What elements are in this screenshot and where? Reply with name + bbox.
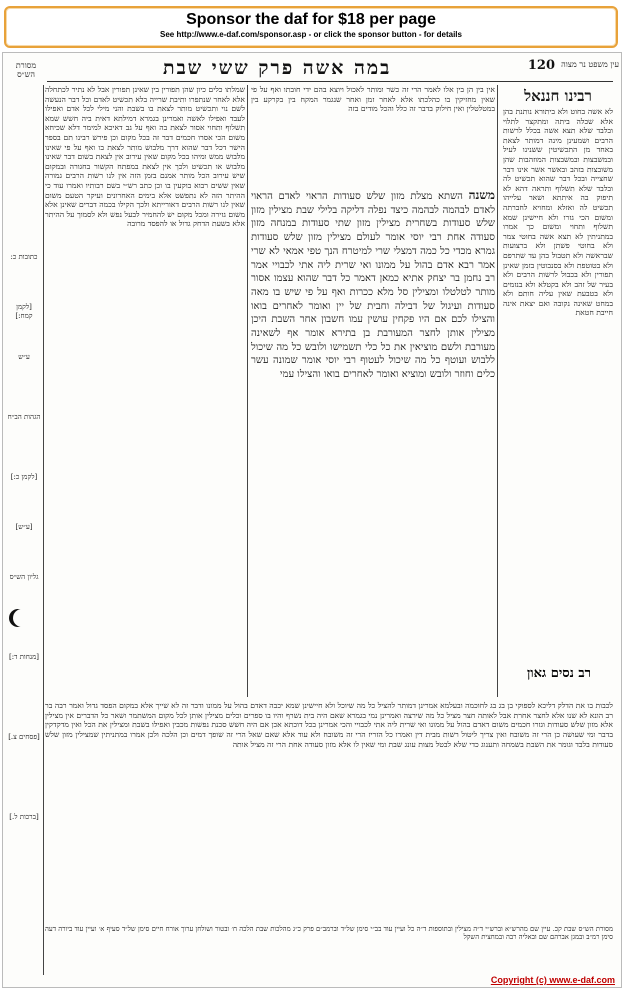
lower-commentary-text: לכבות בו את הדלק דליכא לספוקי בן בג בג לחוכמה ובעלמא אמרינן דמותר להציל כל מה שיוכל ולא חיישינן שמא יכבה דאדם בהול על ממונו ודבר זה לא שייך אלא במקום הפסד גדול ואמר רבה בר רב הונא לא שנו אלא לחצר אחרת אבל לאותה חצר מציל כל מה שירצה ואמרינן נמי בגמרא שאם היה בית נשרף והיו בו ספרים וכלים מצילין אותן לכל מקום המשתמר ושאר כל הדברים אין מצילין אלא מזון שלש סעודות וגזרו חכמים משום דאדם בהול על ממונו ואי שרית ליה אתי לכבויי והכי אמרינן בכל דוכתא אכן אם היה חשש סכנת נפשות מכבין ואפילו בשבת ומצילין את הכל ואין מדקדקין בדבר ומי שעושה כן הרי זה משובח ואין צריך ליטול רשות מבית דין ואמרו כל הזריז הרי זה משובח ולא עוד אלא שאם שאל הרי זה שופך דמים וכן הלכה ולכן אמרו במתניתין שמצילין מזון שלש סעודות בלבד וגומר את השבת בשמחה ותענוג כדי שלא לבטל מצות עונג שבת ומי שאין לו אלא מזון סעודה אחת הרי זה מציל אותה — [45, 701, 613, 749]
column-divider — [247, 85, 248, 697]
margin-note: ע״ש — [18, 353, 30, 361]
copyright-link[interactable]: Copyright (c) www.e-daf.com — [490, 975, 615, 985]
rashi-column — [503, 85, 613, 585]
mishna-marker: משנה — [468, 189, 495, 202]
margin-note: [לקמן קמח:] — [15, 303, 33, 320]
sponsor-banner[interactable] — [4, 6, 618, 48]
column-divider — [43, 85, 44, 975]
gemara-column — [251, 189, 495, 694]
running-title: במה אשה פרק ששי שבת — [163, 57, 392, 79]
crescent-moon-icon — [13, 609, 31, 627]
talmud-page — [2, 52, 622, 988]
tosafot-column — [45, 85, 245, 697]
footer-text: מסורת הש״ס שבת קכ. עיין שם מהרש״א וברש״י ד״ה מצילין ובתוספות ד״ה כל ועיין עוד בב״י סימן של״ד וברמב״ם פרק כ״ג מהלכות שבת הלכה ח׳ ובטור ושולחן ערוך אורח חיים סימן של״ד סעיף א׳ ועיין עוד ביורה דעה סימן רמ״ב ובמגן אברהם שם ובאליה רבה ובמחצית השקל — [45, 925, 613, 942]
ein-mishpat-label: עין משפט נר מצוה — [561, 60, 619, 69]
margin-note: [ברכות ל.] — [9, 813, 39, 821]
sponsor-subtitle[interactable]: See http://www.e-daf.com/sponsor.asp - or click the sponsor button - for details — [160, 30, 462, 39]
masoret-label: מסורת הש״ס — [15, 61, 37, 79]
rabbeinu-gaon-heading: רב נסים גאון — [526, 666, 592, 681]
margin-note: [מנחות ד:] — [8, 653, 40, 661]
margin-note: [ע״ש] — [15, 523, 33, 531]
margin-note: גליון הש״ס — [9, 573, 39, 581]
margin-note: [לקמן כ:] — [10, 473, 38, 481]
main-top-text: אין בין הן בין אלו לאמר הרי זה כשר ומותר לאכול ויוצא בהם ידי חובתו ואף על פי שאין מחזיקין בו כהלכתו אלא לאחר זמן ואחר שנגמר המקח בין בקרקע בין במטלטלין ואין חילוק בדבר זה כלל והכל מודים בזה — [251, 85, 495, 114]
header-rule — [47, 81, 613, 82]
page-number: 120 — [527, 58, 555, 73]
rashi-heading: רבינו חננאל — [524, 87, 592, 105]
margin-note: [פסחים צ.] — [8, 733, 40, 741]
main-top-commentary — [251, 85, 495, 185]
tosafot-text: שמלתו כלים כיון שהן תפורין בין שאינן תפורין אבל לא נתיר לכתחלה אלא לאחר שנתפרו ותיבת שרייה בלא תכשיט לאדם וכל דבר הנעשה לשם נוי ותכשיט מותר לצאת בו בשבת והני מילי לכל אדם ואפילו לעבד ואפילו לאשה ואמרינן בגמרא דמילתא דאית ביה חשש שמא תשלוף ותחוי אסור לצאת בה ואף על גב דאיכא למימר דלא שכיחא משום הכי אסרו חכמים דבר זה בכל מקום וכן פירש רבינו תם בספר הישר דכל דבר שהוא דרך מלבוש מותר לצאת בו ואף על פי שאינו מלבוש ממש ומיהו בכל מקום שאין עירוב אין לצאת בשום דבר שאינו מלבוש או תכשיט ולכך אין לצאת במפתח הקשור בחגורה ובמקום שיש עירוב הכל מותר אמנם בזמן הזה אין לנו רשות הרבים גמורה שאין ששים רבוא בוקעין בו וכן כתב רש״י בשם רבותיו ואמרו עוד כי ההיתר הזה לא נתפשט אלא בימים האחרונים ועיקר הטעם משום שאין לנו רשות הרבים דאורייתא ולכך הקילו בכמה דברים שאינן אלא משום גזירה ומכל מקום יש להחמיר לבעל נפש ולא לסמוך על ההיתר אלא בשעת הדחק גדול או להפסד מרובה — [45, 85, 245, 229]
lower-commentary — [45, 701, 613, 921]
column-divider — [497, 85, 498, 697]
margin-note: הגהות הב״ח — [7, 413, 41, 421]
page-header — [3, 57, 621, 79]
rashi-text: לא אשה בחוט ולא ביתורא נותנת בהן אלא שכלה ביתה ומתקצר לתלוי ובלבד שלא תצא אשה בכלל לרשות הרבים ושמעינן מינה דמותר לצאת באחד מן התכשיטין ששנינו לעיל ובמשבצות ובמשבצות המוזהבות שהן משובצות בזהב ובאשר אשר אינו דבר שחצייה ובכל דבר שהוא תכשיט לה ובלבד שלא תשלוף ותראה דהא לא תיפוק בה איתתא ושאר עלייהו תכשיט לה ואזלא ומחויא לחברתה ומשום הכי גזרו ולא חיישינן שמא תשלוף ותחוי ומשום כך אמרו במתניתין לא תצא אשה בחוטי צמר ולא בחוטי פשתן ולא ברצועות שבראשה ולא תטבול בהן עד שתרפם ולא בטוטפת ולא בסנבוטין בזמן שאינן תפורין ולא בכבול לרשות הרבים ולא בעיר של זהב ולא בקטלא ולא בנזמים ולא בטבעת שאין עליה חותם ולא במחט שאינה נקובה ואם יצאת אינה חייבת חטאת — [503, 107, 613, 318]
gemara-text: השתא מצלת מזון שלש סעודות הראוי לאדם הראוי לאדם לבהמה לבהמה כיצד נפלה דליקה בלילי שבת מצילין מזון שלש סעודות בשחרית מצילין מזון שתי סעודות במנחה מזון סעודה אחת רבי יוסי אומר לעולם מצילין מזון שלש סעודות גמרא מכדי כל כמה דמצלי שרי למיטרח הנך טפי אמאי לא שרי אמר רבא אדם בהול על ממונו ואי שרית ליה אתי לכבויי אמר רב נחמן בר יצחק אתיא כמאן דאמר כל דבר שהוא עצמו אסור מותר לטלטלו ומצילין סל מלא ככרות ואף על פי שיש בו מאה סעודות ועיגול של דבילה וחבית של יין ואומר לאחרים בואו והצילו לכם אם היו פקחין עושין עמו חשבון אחר השבת היכן מצילין אותן לחצר המעורבת בן בתירא אומר אף לשאינה מעורבת ולשם מוציאין את כל כלי תשמישו ולובש כל מה שיכול ללבוש ועוטף כל מה שיכול לעטוף רבי יוסי אומר שמונה עשר כלים וחוזר ולובש ומוציא ואומר לאחרים בואו והצילו עמי — [251, 191, 495, 381]
footer-notes — [45, 925, 613, 975]
margin-note: כתובות כ: — [10, 253, 38, 261]
sponsor-title[interactable]: Sponsor the daf for $18 per page — [186, 11, 436, 28]
